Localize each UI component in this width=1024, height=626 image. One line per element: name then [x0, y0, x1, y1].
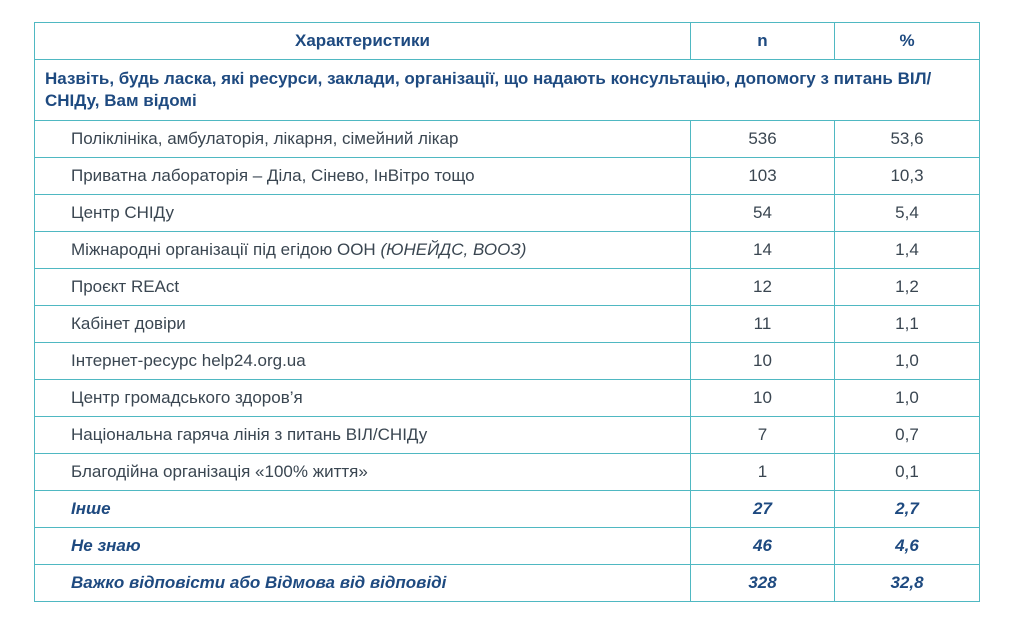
row-percent: 2,7	[835, 491, 980, 528]
survey-table-container	[34, 22, 979, 602]
table-row	[35, 343, 980, 380]
row-label: Благодійна організація «100% життя»	[35, 454, 691, 491]
table-row	[35, 121, 980, 158]
row-n: 12	[691, 269, 835, 306]
row-percent: 1,4	[835, 232, 980, 269]
table-row	[35, 454, 980, 491]
row-percent: 10,3	[835, 158, 980, 195]
table-row-refused	[35, 565, 980, 602]
row-n: 1	[691, 454, 835, 491]
header-characteristics: Характеристики	[35, 23, 691, 60]
row-n: 536	[691, 121, 835, 158]
row-label: Проєкт REAct	[35, 269, 691, 306]
row-percent: 0,7	[835, 417, 980, 454]
table-row-dont-know	[35, 528, 980, 565]
row-label: Центр громадського здоров’я	[35, 380, 691, 417]
row-percent: 1,2	[835, 269, 980, 306]
row-label: Не знаю	[35, 528, 691, 565]
row-percent: 32,8	[835, 565, 980, 602]
row-label: Поліклініка, амбулаторія, лікарня, сімейний лікар	[35, 121, 691, 158]
question-row	[35, 60, 980, 121]
row-n: 328	[691, 565, 835, 602]
row-label: Кабінет довіри	[35, 306, 691, 343]
row-percent: 5,4	[835, 195, 980, 232]
row-label-extra: (ЮНЕЙДС, ВООЗ)	[380, 240, 527, 259]
row-n: 14	[691, 232, 835, 269]
row-n: 11	[691, 306, 835, 343]
table-header-row	[35, 23, 980, 60]
table-row-other	[35, 491, 980, 528]
row-percent: 53,6	[835, 121, 980, 158]
table-row	[35, 306, 980, 343]
table-row	[35, 232, 980, 269]
row-percent: 1,1	[835, 306, 980, 343]
row-n: 46	[691, 528, 835, 565]
row-n: 54	[691, 195, 835, 232]
row-n: 10	[691, 343, 835, 380]
row-label: Приватна лабораторія – Діла, Сінево, ІнВітро тощо	[35, 158, 691, 195]
row-n: 10	[691, 380, 835, 417]
table-row	[35, 158, 980, 195]
row-percent: 1,0	[835, 380, 980, 417]
row-label: Інтернет-ресурс help24.org.ua	[35, 343, 691, 380]
row-label: Інше	[35, 491, 691, 528]
row-percent: 0,1	[835, 454, 980, 491]
row-label: Національна гаряча лінія з питань ВІЛ/СНІДу	[35, 417, 691, 454]
row-n: 103	[691, 158, 835, 195]
row-label-cell	[35, 232, 691, 269]
row-percent: 1,0	[835, 343, 980, 380]
row-n: 7	[691, 417, 835, 454]
header-n: n	[691, 23, 835, 60]
table-row	[35, 417, 980, 454]
table-row	[35, 195, 980, 232]
row-label: Важко відповісти або Відмова від відповіді	[35, 565, 691, 602]
question-text: Назвіть, будь ласка, які ресурси, заклади, організації, що надають консультацію, допомогу з питань ВІЛ/СНІДу, Вам відомі	[35, 60, 980, 121]
table-row	[35, 269, 980, 306]
row-percent: 4,6	[835, 528, 980, 565]
row-n: 27	[691, 491, 835, 528]
survey-table	[34, 22, 980, 602]
table-row	[35, 380, 980, 417]
row-label: Міжнародні організації під егідою ООН	[71, 240, 376, 259]
row-label: Центр СНІДу	[35, 195, 691, 232]
header-percent: %	[835, 23, 980, 60]
